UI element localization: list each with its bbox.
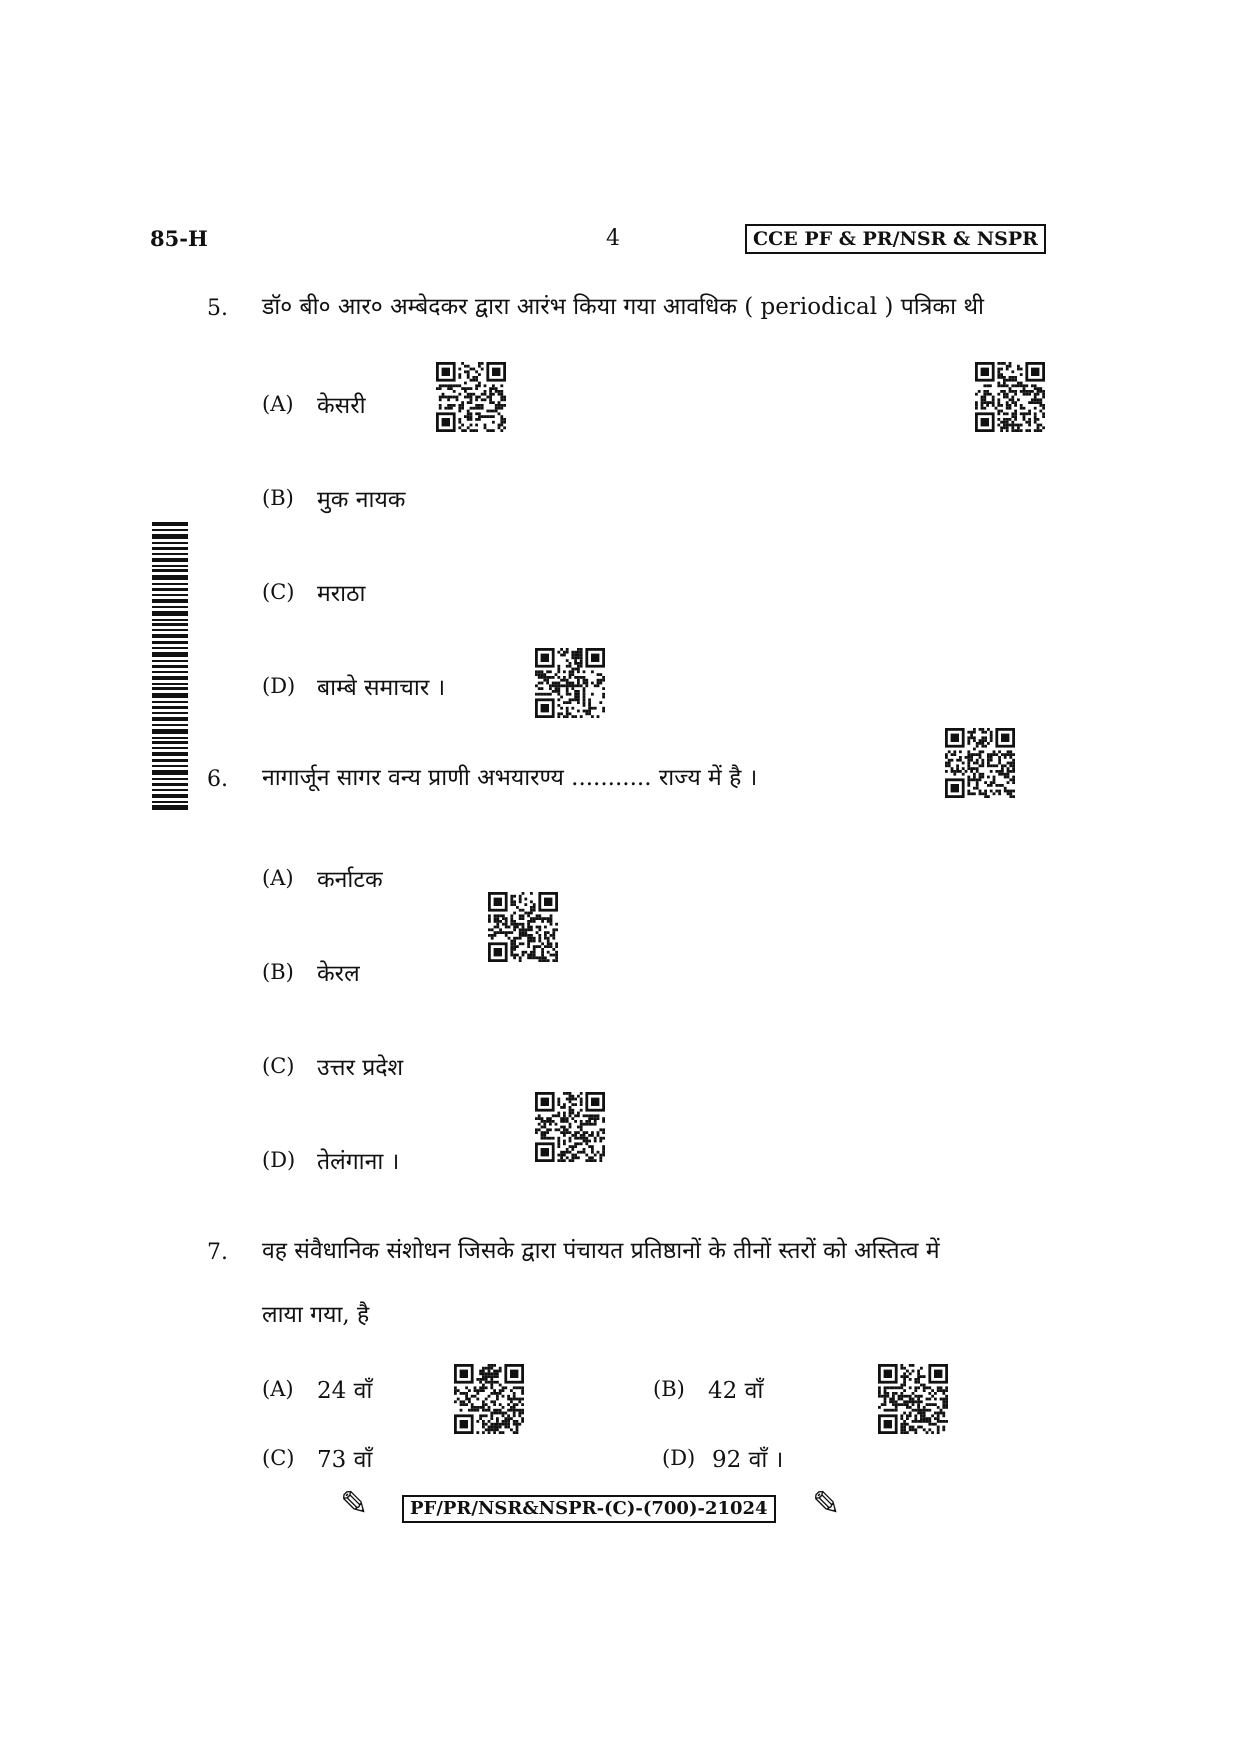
question-text-line1: वह संवैधानिक संशोधन जिसके द्वारा पंचायत प्रतिष्ठानों के तीनों स्तरों को अस्तित्व में: [262, 1238, 940, 1264]
footer-code-box: PF/PR/NSR&NSPR-(C)-(700)-21024: [402, 1495, 776, 1523]
question-text: नागार्जून सागर वन्य प्राणी अभयारण्य ........... राज्य में है ।: [262, 765, 758, 791]
qr-code-icon: [975, 362, 1045, 432]
option-label: (D): [262, 1148, 296, 1172]
option-text: तेलंगाना ।: [317, 1149, 400, 1175]
option-text: 42 वाँ: [708, 1378, 764, 1404]
option-label: (A): [262, 866, 294, 890]
barcode-icon: [152, 522, 188, 810]
pencil-icon: ✎: [340, 1484, 369, 1524]
option-label: (A): [262, 1377, 294, 1401]
question-number: 6.: [207, 767, 228, 792]
option-text: केसरी: [317, 393, 366, 419]
option-label: (B): [262, 486, 294, 510]
qr-code-icon: [454, 1364, 524, 1434]
option-text: मुक नायक: [317, 487, 406, 513]
option-text: 92 वाँ ।: [712, 1447, 784, 1473]
question-number: 7.: [207, 1240, 228, 1265]
option-label: (C): [262, 580, 295, 604]
qr-code-icon: [535, 648, 605, 718]
option-text: उत्तर प्रदेश: [317, 1055, 404, 1081]
option-text: 24 वाँ: [317, 1378, 373, 1404]
option-label: (B): [653, 1377, 685, 1401]
qr-code-icon: [535, 1092, 605, 1162]
option-text: कर्नाटक: [317, 867, 383, 893]
question-text: डॉ० बी० आर० अम्बेदकर द्वारा आरंभ किया गया आवधिक ( periodical ) पत्रिका थी: [262, 294, 985, 320]
paper-code: 85-H: [150, 226, 208, 251]
option-text: बाम्बे समाचार ।: [317, 675, 446, 701]
option-text: 73 वाँ: [317, 1447, 373, 1473]
qr-code-icon: [436, 362, 506, 432]
option-text: केरल: [317, 961, 360, 987]
option-label: (D): [662, 1446, 696, 1470]
qr-code-icon: [488, 892, 558, 962]
option-label: (A): [262, 392, 294, 416]
option-label: (D): [262, 674, 296, 698]
qr-code-icon: [945, 728, 1015, 798]
option-label: (B): [262, 960, 294, 984]
page-number: 4: [606, 226, 620, 251]
question-text-line2: लाया गया, है: [262, 1302, 370, 1328]
option-text: मराठा: [317, 581, 366, 607]
option-label: (C): [262, 1054, 295, 1078]
qr-code-icon: [878, 1364, 948, 1434]
option-label: (C): [262, 1446, 295, 1470]
pencil-icon: ✎: [812, 1484, 841, 1524]
exam-code-box: CCE PF & PR/NSR & NSPR: [745, 224, 1046, 254]
question-number: 5.: [207, 296, 228, 321]
